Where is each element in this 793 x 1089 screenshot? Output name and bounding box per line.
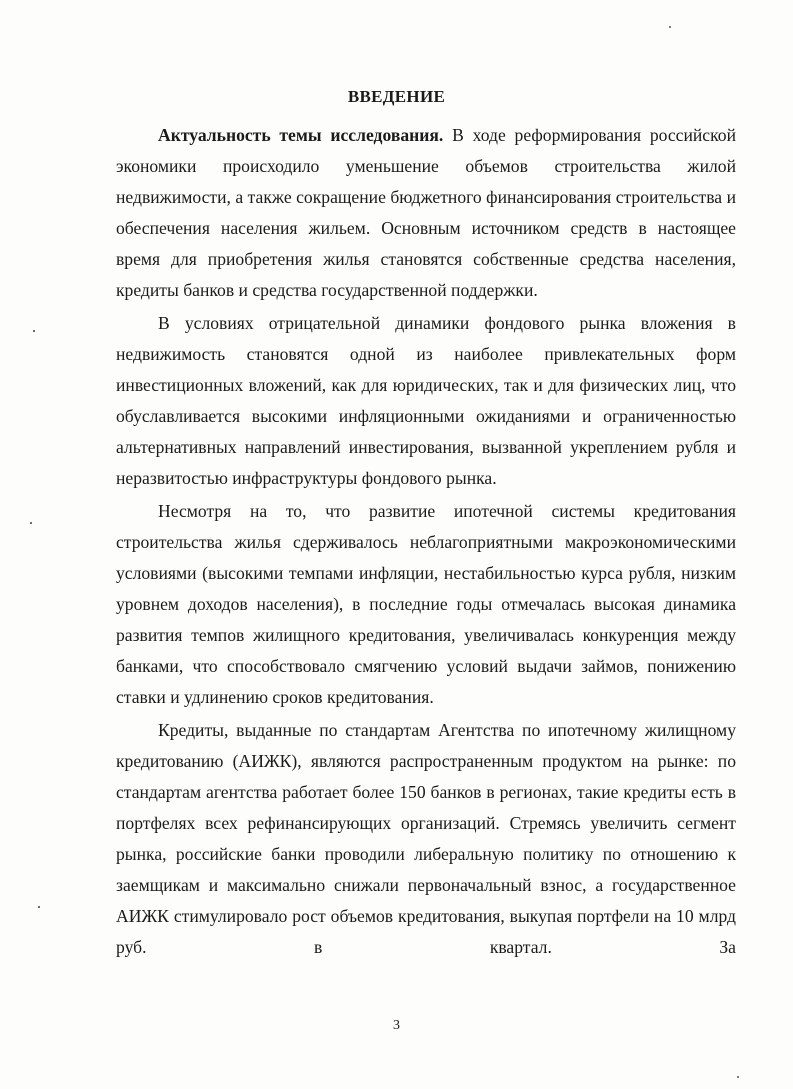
paragraph-real-estate-investment <box>116 308 736 494</box>
page-title: ВВЕДЕНИЕ <box>347 87 446 106</box>
page-number: 3 <box>393 1018 400 1033</box>
paragraph-text: Кредиты, выданные по стандартам Агентства по ипотечному жилищному кредитованию (АИЖК), являются распространенным продуктом на рынке: по стандартам агентства работает более 150 банков в регионах, такие кредиты есть в портфелях всех рефинансирующих организаций. Стремясь увеличить сегмент рынка, российские банки проводили либеральную политику по отношению к заемщикам и максимально снижали первоначальный взнос, а государственное АИЖК стимулировало рост объемов кредитования, выкупая портфели на 10 млрд руб. в квартал. За <box>116 720 736 957</box>
scan-speck <box>38 906 40 908</box>
scan-speck <box>669 26 671 28</box>
paragraph-text: В ходе реформирования российской экономики происходило уменьшение объемов строительства жилой недвижимости, а также сокращение бюджетного финансирования строительства и обеспечения населения жильем. Основным источником средств в настоящее время для приобретения жилья становятся собственные средства населения, кредиты банков и средства государственной поддержки. <box>116 125 736 300</box>
paragraph-mortgage-development <box>116 496 736 713</box>
paragraph-aijk-credits <box>116 715 736 963</box>
scan-speck <box>30 522 32 524</box>
paragraph-text: Несмотря на то, что развитие ипотечной системы кредитования строительства жилья сдерживалось неблагоприятными макроэкономическими условиями (высокими темпами инфляции, нестабильностью курса рубля, низким уровнем доходов населения), в последние годы отмечалась высокая динамика развития темпов жилищного кредитования, увеличивалась конкуренция между банками, что способствовало смягчению условий выдачи займов, понижению ставки и удлинению сроков кредитования. <box>116 501 736 707</box>
scan-speck <box>737 1076 739 1078</box>
relevance-heading: Актуальность темы исследования. <box>158 125 444 145</box>
paragraph-relevance <box>116 120 736 306</box>
scan-speck <box>33 330 35 332</box>
body-text <box>116 120 736 963</box>
paragraph-text: В условиях отрицательной динамики фондового рынка вложения в недвижимость становятся одной из наиболее привлекательных форм инвестиционных вложений, как для юридических, так и для физических лиц, что обуславливается высокими инфляционными ожиданиями и ограниченностью альтернативных направлений инвестирования, вызванной укреплением рубля и неразвитостью инфраструктуры фондового рынка. <box>116 313 736 488</box>
